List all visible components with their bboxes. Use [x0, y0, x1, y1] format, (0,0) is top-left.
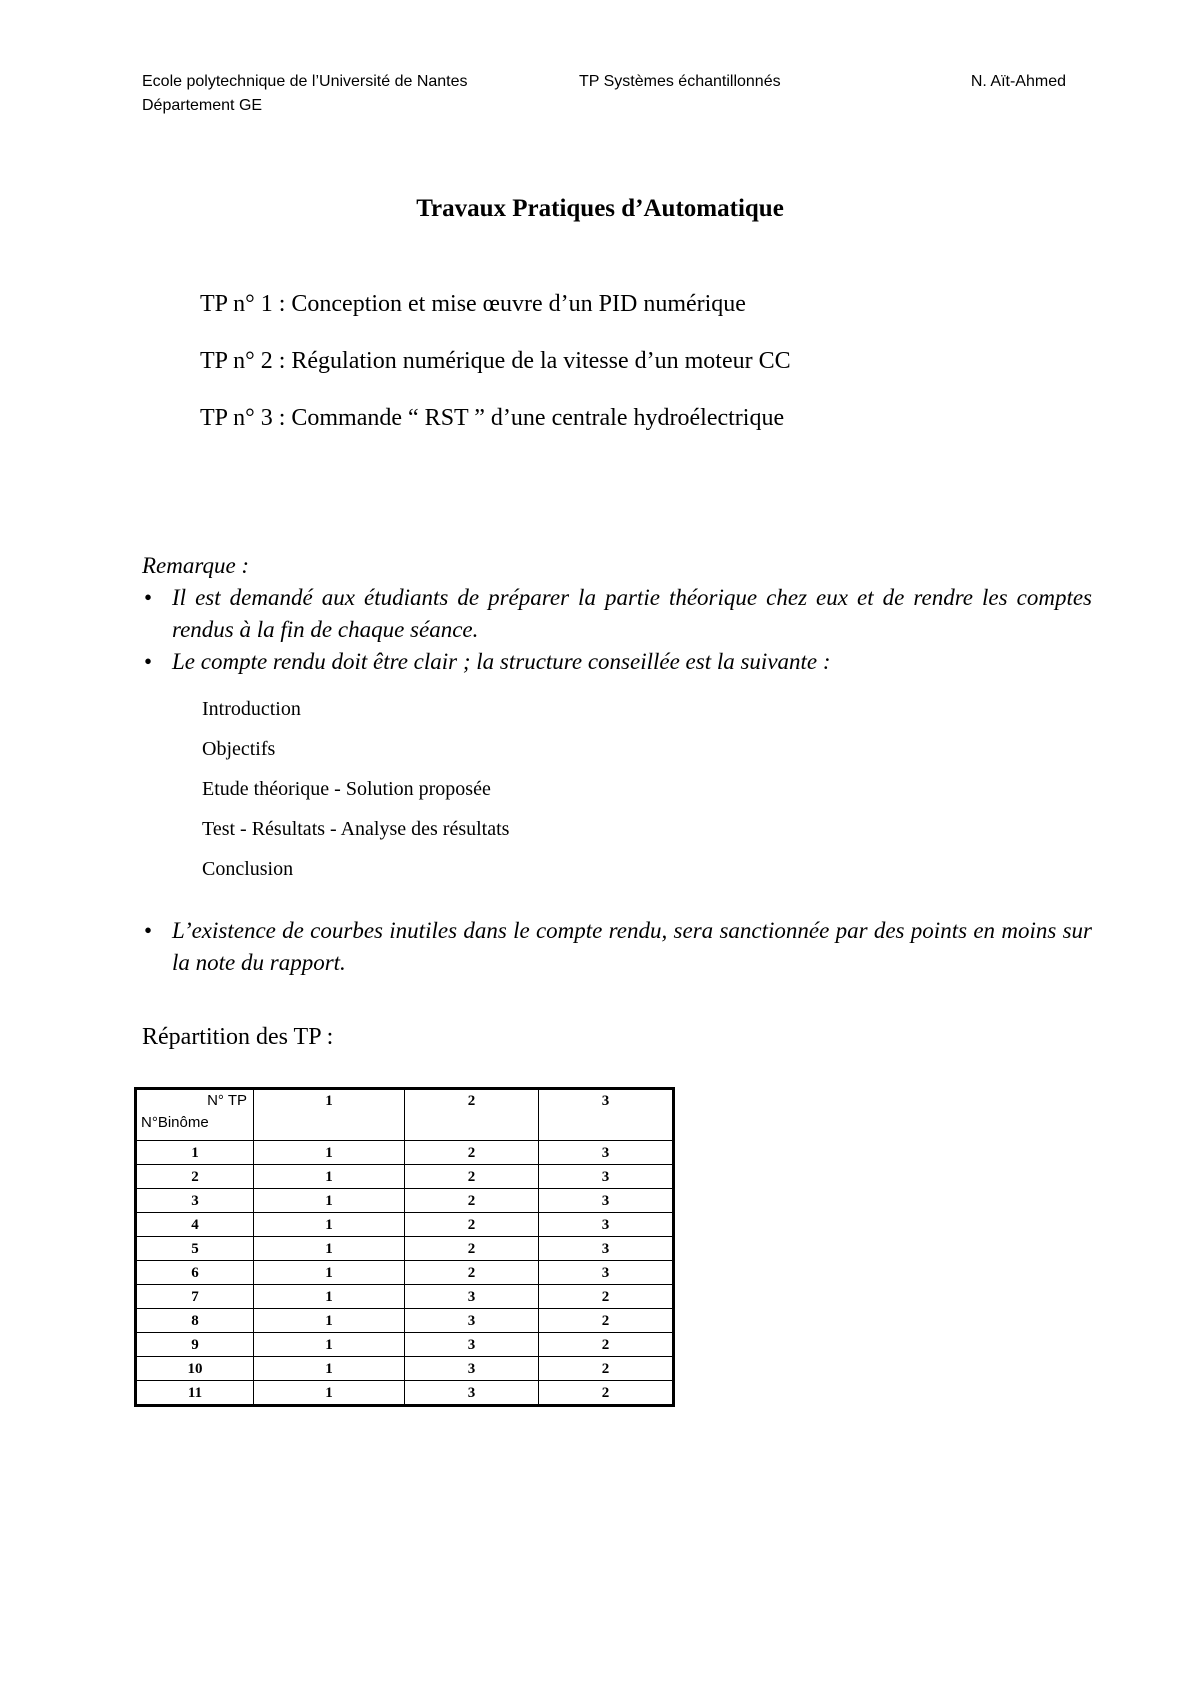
table-row — [136, 1261, 674, 1285]
remark-text-2: Le compte rendu doit être clair ; la structure conseillée est la suivante : — [172, 649, 831, 674]
bullet-icon: • — [144, 918, 153, 943]
tp-assignment-cell: 3 — [405, 1357, 539, 1381]
bullet-icon: • — [144, 649, 153, 674]
binome-number-cell: 4 — [136, 1213, 254, 1237]
tp-assignment-cell: 2 — [539, 1309, 674, 1333]
table-row — [136, 1189, 674, 1213]
structure-item-conclusion: Conclusion — [202, 858, 294, 880]
remark-item-2 — [142, 646, 1092, 678]
column-header: 2 — [405, 1089, 539, 1141]
structure-item-test: Test - Résultats - Analyse des résultats — [202, 818, 510, 840]
tp-assignment-cell: 2 — [405, 1237, 539, 1261]
tp-assignment-cell: 1 — [254, 1357, 405, 1381]
header-department: Département GE — [142, 97, 263, 114]
binome-number-cell: 1 — [136, 1141, 254, 1165]
tp-assignment-cell: 2 — [405, 1165, 539, 1189]
remark-text-1: Il est demandé aux étudiants de préparer la partie théorique chez eux et de rendre les comptes rendus à la fin de chaque séance. — [172, 585, 1092, 642]
page-header — [142, 70, 1066, 118]
tp-assignment-cell: 1 — [254, 1237, 405, 1261]
binome-number-cell: 2 — [136, 1165, 254, 1189]
tp-assignment-cell: 3 — [539, 1141, 674, 1165]
tp-assignment-cell: 1 — [254, 1381, 405, 1406]
tp-assignment-cell: 3 — [539, 1189, 674, 1213]
tp-assignment-cell: 2 — [405, 1189, 539, 1213]
table-row — [136, 1285, 674, 1309]
binome-number-cell: 8 — [136, 1309, 254, 1333]
header-course: TP Systèmes échantillonnés — [579, 73, 781, 90]
table-row — [136, 1357, 674, 1381]
tp-assignment-cell: 2 — [539, 1381, 674, 1406]
tp-assignment-cell: 3 — [539, 1213, 674, 1237]
header-institution: Ecole polytechnique de l’Université de Nantes — [142, 73, 468, 90]
tp-assignment-cell: 1 — [254, 1213, 405, 1237]
tp-assignment-cell: 3 — [405, 1381, 539, 1406]
tp-assignment-cell: 3 — [539, 1237, 674, 1261]
tp-assignment-cell: 1 — [254, 1285, 405, 1309]
remarks-heading: Remarque : — [142, 553, 250, 578]
binome-number-cell: 5 — [136, 1237, 254, 1261]
tp-item-1: TP n° 1 : Conception et mise œuvre d’un PID numérique — [200, 291, 746, 317]
structure-item-introduction: Introduction — [202, 698, 301, 720]
column-header: 1 — [254, 1089, 405, 1141]
table-row — [136, 1237, 674, 1261]
header-row-1 — [142, 70, 1066, 94]
tp-assignment-cell: 2 — [539, 1333, 674, 1357]
tp-assignment-cell: 3 — [405, 1333, 539, 1357]
remarks-section — [142, 550, 1092, 979]
corner-label-binome: N°Binôme — [141, 1114, 209, 1131]
tp-assignment-cell: 1 — [254, 1261, 405, 1285]
table-row — [136, 1141, 674, 1165]
report-structure-list — [202, 697, 1092, 897]
table-row — [136, 1165, 674, 1189]
tp-list — [200, 288, 791, 459]
tp-assignment-cell: 3 — [539, 1165, 674, 1189]
table-header-row — [136, 1089, 674, 1141]
binome-number-cell: 3 — [136, 1189, 254, 1213]
document-title: Travaux Pratiques d’Automatique — [416, 195, 784, 222]
binome-number-cell: 6 — [136, 1261, 254, 1285]
tp-assignment-cell: 2 — [405, 1261, 539, 1285]
tp-assignment-cell: 2 — [539, 1357, 674, 1381]
binome-number-cell: 9 — [136, 1333, 254, 1357]
remark-item-3 — [142, 915, 1092, 979]
tp-assignment-cell: 3 — [539, 1261, 674, 1285]
tp-assignment-cell: 1 — [254, 1141, 405, 1165]
corner-label-tp: N° TP — [207, 1092, 247, 1109]
tp-assignment-cell: 2 — [539, 1285, 674, 1309]
table-row — [136, 1309, 674, 1333]
repartition-heading: Répartition des TP : — [142, 1024, 334, 1050]
table-row — [136, 1381, 674, 1406]
binome-number-cell: 10 — [136, 1357, 254, 1381]
repartition-table — [134, 1087, 675, 1407]
column-header: 3 — [539, 1089, 674, 1141]
bullet-icon: • — [144, 585, 153, 610]
table-body — [136, 1141, 674, 1406]
tp-assignment-cell: 1 — [254, 1309, 405, 1333]
header-author: N. Aït-Ahmed — [970, 73, 1066, 90]
binome-number-cell: 7 — [136, 1285, 254, 1309]
table-row — [136, 1213, 674, 1237]
table-corner-header — [136, 1089, 254, 1141]
tp-item-3: TP n° 3 : Commande “ RST ” d’une centrale hydroélectrique — [200, 405, 785, 431]
tp-item-2: TP n° 2 : Régulation numérique de la vitesse d’un moteur CC — [200, 348, 791, 374]
tp-assignment-cell: 2 — [405, 1213, 539, 1237]
remark-text-3: L’existence de courbes inutiles dans le compte rendu, sera sanctionnée par des points en moins sur la note du rapport. — [172, 918, 1092, 975]
structure-item-etude: Etude théorique - Solution proposée — [202, 778, 491, 800]
header-row-2 — [142, 94, 1066, 118]
binome-number-cell: 11 — [136, 1381, 254, 1406]
structure-item-objectifs: Objectifs — [202, 738, 276, 760]
tp-assignment-cell: 2 — [405, 1141, 539, 1165]
table-row — [136, 1333, 674, 1357]
tp-assignment-cell: 3 — [405, 1309, 539, 1333]
tp-assignment-cell: 3 — [405, 1285, 539, 1309]
tp-assignment-cell: 1 — [254, 1165, 405, 1189]
tp-assignment-cell: 1 — [254, 1333, 405, 1357]
remark-item-1 — [142, 582, 1092, 646]
tp-assignment-cell: 1 — [254, 1189, 405, 1213]
